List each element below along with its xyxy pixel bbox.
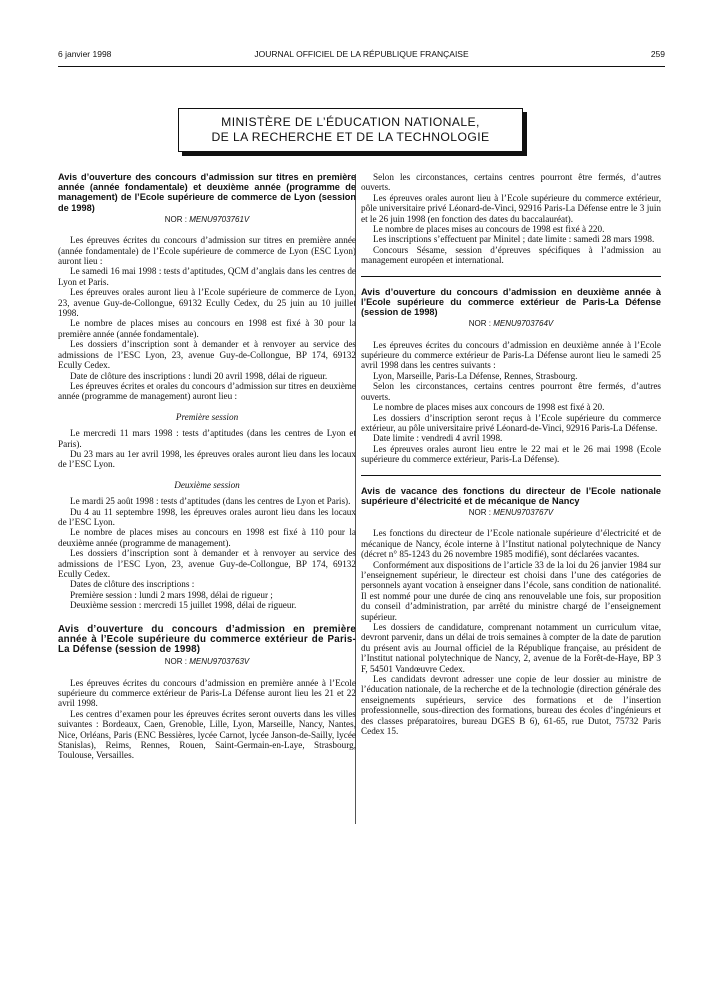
session-heading: Deuxième session (174, 479, 240, 490)
notice-esce-first-year (58, 625, 356, 761)
nor-reference (361, 508, 661, 518)
notice-esc-lyon (58, 172, 356, 611)
paragraph: Deuxième session : mercredi 15 juillet 1998, délai de rigueur. (70, 600, 297, 611)
paragraph: Concours Sésame, session d’épreuves spécifiques à l’admission au management européen et international. (361, 244, 661, 266)
nor-reference (361, 319, 661, 329)
nor-code: MENU9703761V (189, 214, 250, 224)
notice-title: Avis d’ouverture du concours d’admission en première année à l’Ecole supérieure du commerce extérieur de Paris-La Défense (session de 1998) (58, 623, 356, 656)
paragraph: Du 4 au 11 septembre 1998, les épreuves orales auront lieu dans les locaux de l’ESC Lyon. (58, 506, 356, 527)
left-column (58, 172, 356, 761)
nor-label: NOR : (164, 214, 187, 224)
notice-title: Avis d’ouverture du concours d’admission en deuxième année à l’Ecole supérieure du commerce extérieur de Paris-La Défense (session de 1998) (361, 286, 661, 318)
session-heading: Première session (175, 411, 239, 422)
nor-code: MENU9703763V (189, 657, 250, 667)
paragraph: Les épreuves écrites du concours d’admission en première année à l’Ecole supérieure du commerce extérieur de Paris-La Défense auront lieu les 21 et 22 avril 1998. (58, 677, 356, 709)
paragraph: Les épreuves écrites du concours d’admission en deuxième année à l’Ecole supérieure du commerce extérieur de Paris-La Défense auront lieu le samedi 25 avril 1998 dans les centres suivants : (361, 339, 661, 371)
paragraph: Les épreuves orales auront lieu entre le 22 mai et le 26 mai 1998 (Ecole supérieure du commerce extérieur, Paris-La Défense). (361, 443, 661, 465)
section-rule (361, 475, 661, 476)
paragraph: Première session : lundi 2 mars 1998, délai de rigueur ; (70, 589, 273, 600)
notice-esce-second-year (361, 287, 661, 465)
paragraph: Les inscriptions s’effectuent par Minitel ; date limite : samedi 28 mars 1998. (373, 234, 655, 245)
paragraph: Lyon, Marseille, Paris-La Défense, Rennes, Strasbourg. (373, 370, 578, 381)
paragraph: Du 23 mars au 1er avril 1998, les épreuves orales auront lieu dans les locaux de l’ESC Lyon. (58, 448, 356, 470)
ministry-box (178, 108, 523, 152)
paragraph: Les fonctions du directeur de l’Ecole nationale supérieure d’électricité et de mécanique de Nancy, école interne à l’Institut national polytechnique de Nancy (décret n° 85-1243 du 26 novembre 1985 modifié), sont déclarées vacantes. (361, 528, 661, 560)
notice-esce-first-year-continued (361, 172, 661, 266)
paragraph: Les dossiers d’inscription sont à demander et à renvoyer au service des admissions de l’ESC Lyon, 23, avenue Guy-de-Collongue, BP 174, 69132 Ecully Cedex. (58, 339, 356, 371)
ministry-line-1: MINISTÈRE DE L’ÉDUCATION NATIONALE, (221, 115, 480, 129)
paragraph: Date limite : vendredi 4 avril 1998. (373, 433, 503, 444)
paragraph: Les dossiers de candidature, comprenant notamment un curriculum vitae, devront parvenir, dans un délai de trois semaines à compter de la date de parution du présent avis au Journal officiel de la République française, au président de l’Institut national polytechnique de Nancy, 2, avenue de la Forêt-de-Haye, BP 3 F, 54501 Vandœuvre Cedex. (361, 622, 661, 674)
nor-label: NOR : (468, 507, 491, 517)
nor-code: MENU9703764V (493, 319, 554, 329)
nor-label: NOR : (468, 319, 491, 329)
paragraph: Les épreuves orales auront lieu à l’Ecole supérieure de commerce de Lyon, 23, avenue Guy-de-Collongue, 69132 Ecully Cedex, du 25 juin au 10 juillet 1998. (58, 287, 356, 319)
paragraph: Les épreuves écrites du concours d’admission sur titres en première année (année fondamentale) de l’Ecole supérieure de commerce de Lyon (ESC Lyon) auront lieu : (58, 235, 356, 267)
paragraph: Selon les circonstances, certains centres pourront être fermés, d’autres ouverts. (361, 381, 661, 402)
paragraph: Les candidats devront adresser une copie de leur dossier au ministre de l’éducation nationale, de la recherche et de la technologie (direction générale des enseignements supérieurs, service des formations et de l’insertion professionnelle, sous-direction des formations, bureau des écoles d’ingénieurs et des classes préparatoires, bureau DGES B 6), 61-65, rue Dutot, 75732 Paris Cedex 15. (361, 674, 661, 737)
paragraph: Les dossiers d’inscription seront reçus à l’Ecole supérieure du commerce extérieur, au pôle universitaire privé Léonard-de-Vinci, 92916 Paris-La Défense. (361, 412, 661, 433)
paragraph: Les épreuves orales auront lieu à l’Ecole supérieure du commerce extérieur, pôle universitaire privé Léonard-de-Vinci, 92916 Paris-La Défense entre le 3 juin et le 26 juin 1998 (en fonction des dates du baccalauréat). (361, 192, 661, 224)
paragraph: Le mardi 25 août 1998 : tests d’aptitudes (dans les centres de Lyon et Paris). (70, 496, 351, 507)
nor-reference (58, 215, 356, 225)
notice-title: Avis de vacance des fonctions du directeur de l’Ecole nationale supérieure d’électricité et de mécanique de Nancy (361, 485, 661, 506)
header-journal-title: JOURNAL OFFICIEL DE LA RÉPUBLIQUE FRANÇAISE (254, 49, 469, 59)
nor-reference (58, 657, 356, 667)
paragraph: Le samedi 16 mai 1998 : tests d’aptitudes, QCM d’anglais dans les centres de Lyon et Paris. (58, 266, 356, 287)
paragraph: Les centres d’examen pour les épreuves écrites seront ouverts dans les villes suivantes : Bordeaux, Caen, Grenoble, Lille, Lyon, Marseille, Nancy, Nantes, Nice, Orléans, Paris (ENC Bessières, lycée Carnot, lycée Janson-de-Sailly, lycée Stanislas), Reims, Rennes, Rouen, Saint-Germain-en-Laye, Strasbourg, Toulouse, Versailles. (58, 708, 356, 761)
paragraph: Les épreuves écrites et orales du concours d’admission sur titres en deuxième année (programme de management) auront lieu : (58, 380, 356, 402)
paragraph: Le nombre de places mises aux concours de 1998 est fixé à 20. (373, 402, 605, 413)
page-header (58, 49, 665, 63)
paragraph: Selon les circonstances, certains centres pourront être fermés, d’autres ouverts. (361, 172, 661, 193)
paragraph: Le nombre de places mises au concours en 1998 est fixé à 30 pour la première année (année fondamentale). (58, 318, 356, 339)
header-date: 6 janvier 1998 (58, 49, 112, 59)
paragraph: Dates de clôture des inscriptions : (70, 579, 195, 590)
header-rule (58, 66, 665, 67)
nor-code: MENU9703767V (493, 507, 554, 517)
nor-label: NOR : (164, 657, 187, 667)
right-column (361, 172, 661, 736)
paragraph: Date de clôture des inscriptions : lundi 20 avril 1998, délai de rigueur. (70, 370, 328, 381)
paragraph: Le nombre de places mises au concours de 1998 est fixé à 220. (373, 224, 605, 235)
header-page-number: 259 (650, 49, 665, 59)
paragraph: Les dossiers d’inscription sont à demander et à renvoyer au service des admissions de l’ESC Lyon, 23, avenue Guy-de-Collongue, BP 174, 69132 Ecully Cedex. (58, 548, 356, 579)
ministry-line-2: DE LA RECHERCHE ET DE LA TECHNOLOGIE (211, 130, 490, 144)
section-rule (361, 276, 661, 277)
notice-title: Avis d’ouverture des concours d’admission sur titres en première année (année fondamentale) et deuxième année (programme de management) de l’Ecole supérieure de commerce de Lyon (session de 1998) (58, 172, 356, 213)
notice-ensem-director-vacancy (361, 486, 661, 737)
paragraph: Conformément aux dispositions de l’article 33 de la loi du 26 janvier 1984 sur l’enseignement supérieur, le directeur est choisi dans l’une des catégories de personnels ayant vocation à enseigner dans l’école, sans condition de nationalité. Il est nommé pour une durée de cinq ans renouvelable une fois, sur proposition du conseil d’administration, par arrêté du ministre chargé de l’enseignement supérieur. (361, 559, 661, 622)
paragraph: Le nombre de places mises au concours en 1998 est fixé à 110 pour la deuxième année (programme de management). (58, 527, 356, 548)
paragraph: Le mercredi 11 mars 1998 : tests d’aptitudes (dans les centres de Lyon et Paris). (58, 428, 356, 449)
